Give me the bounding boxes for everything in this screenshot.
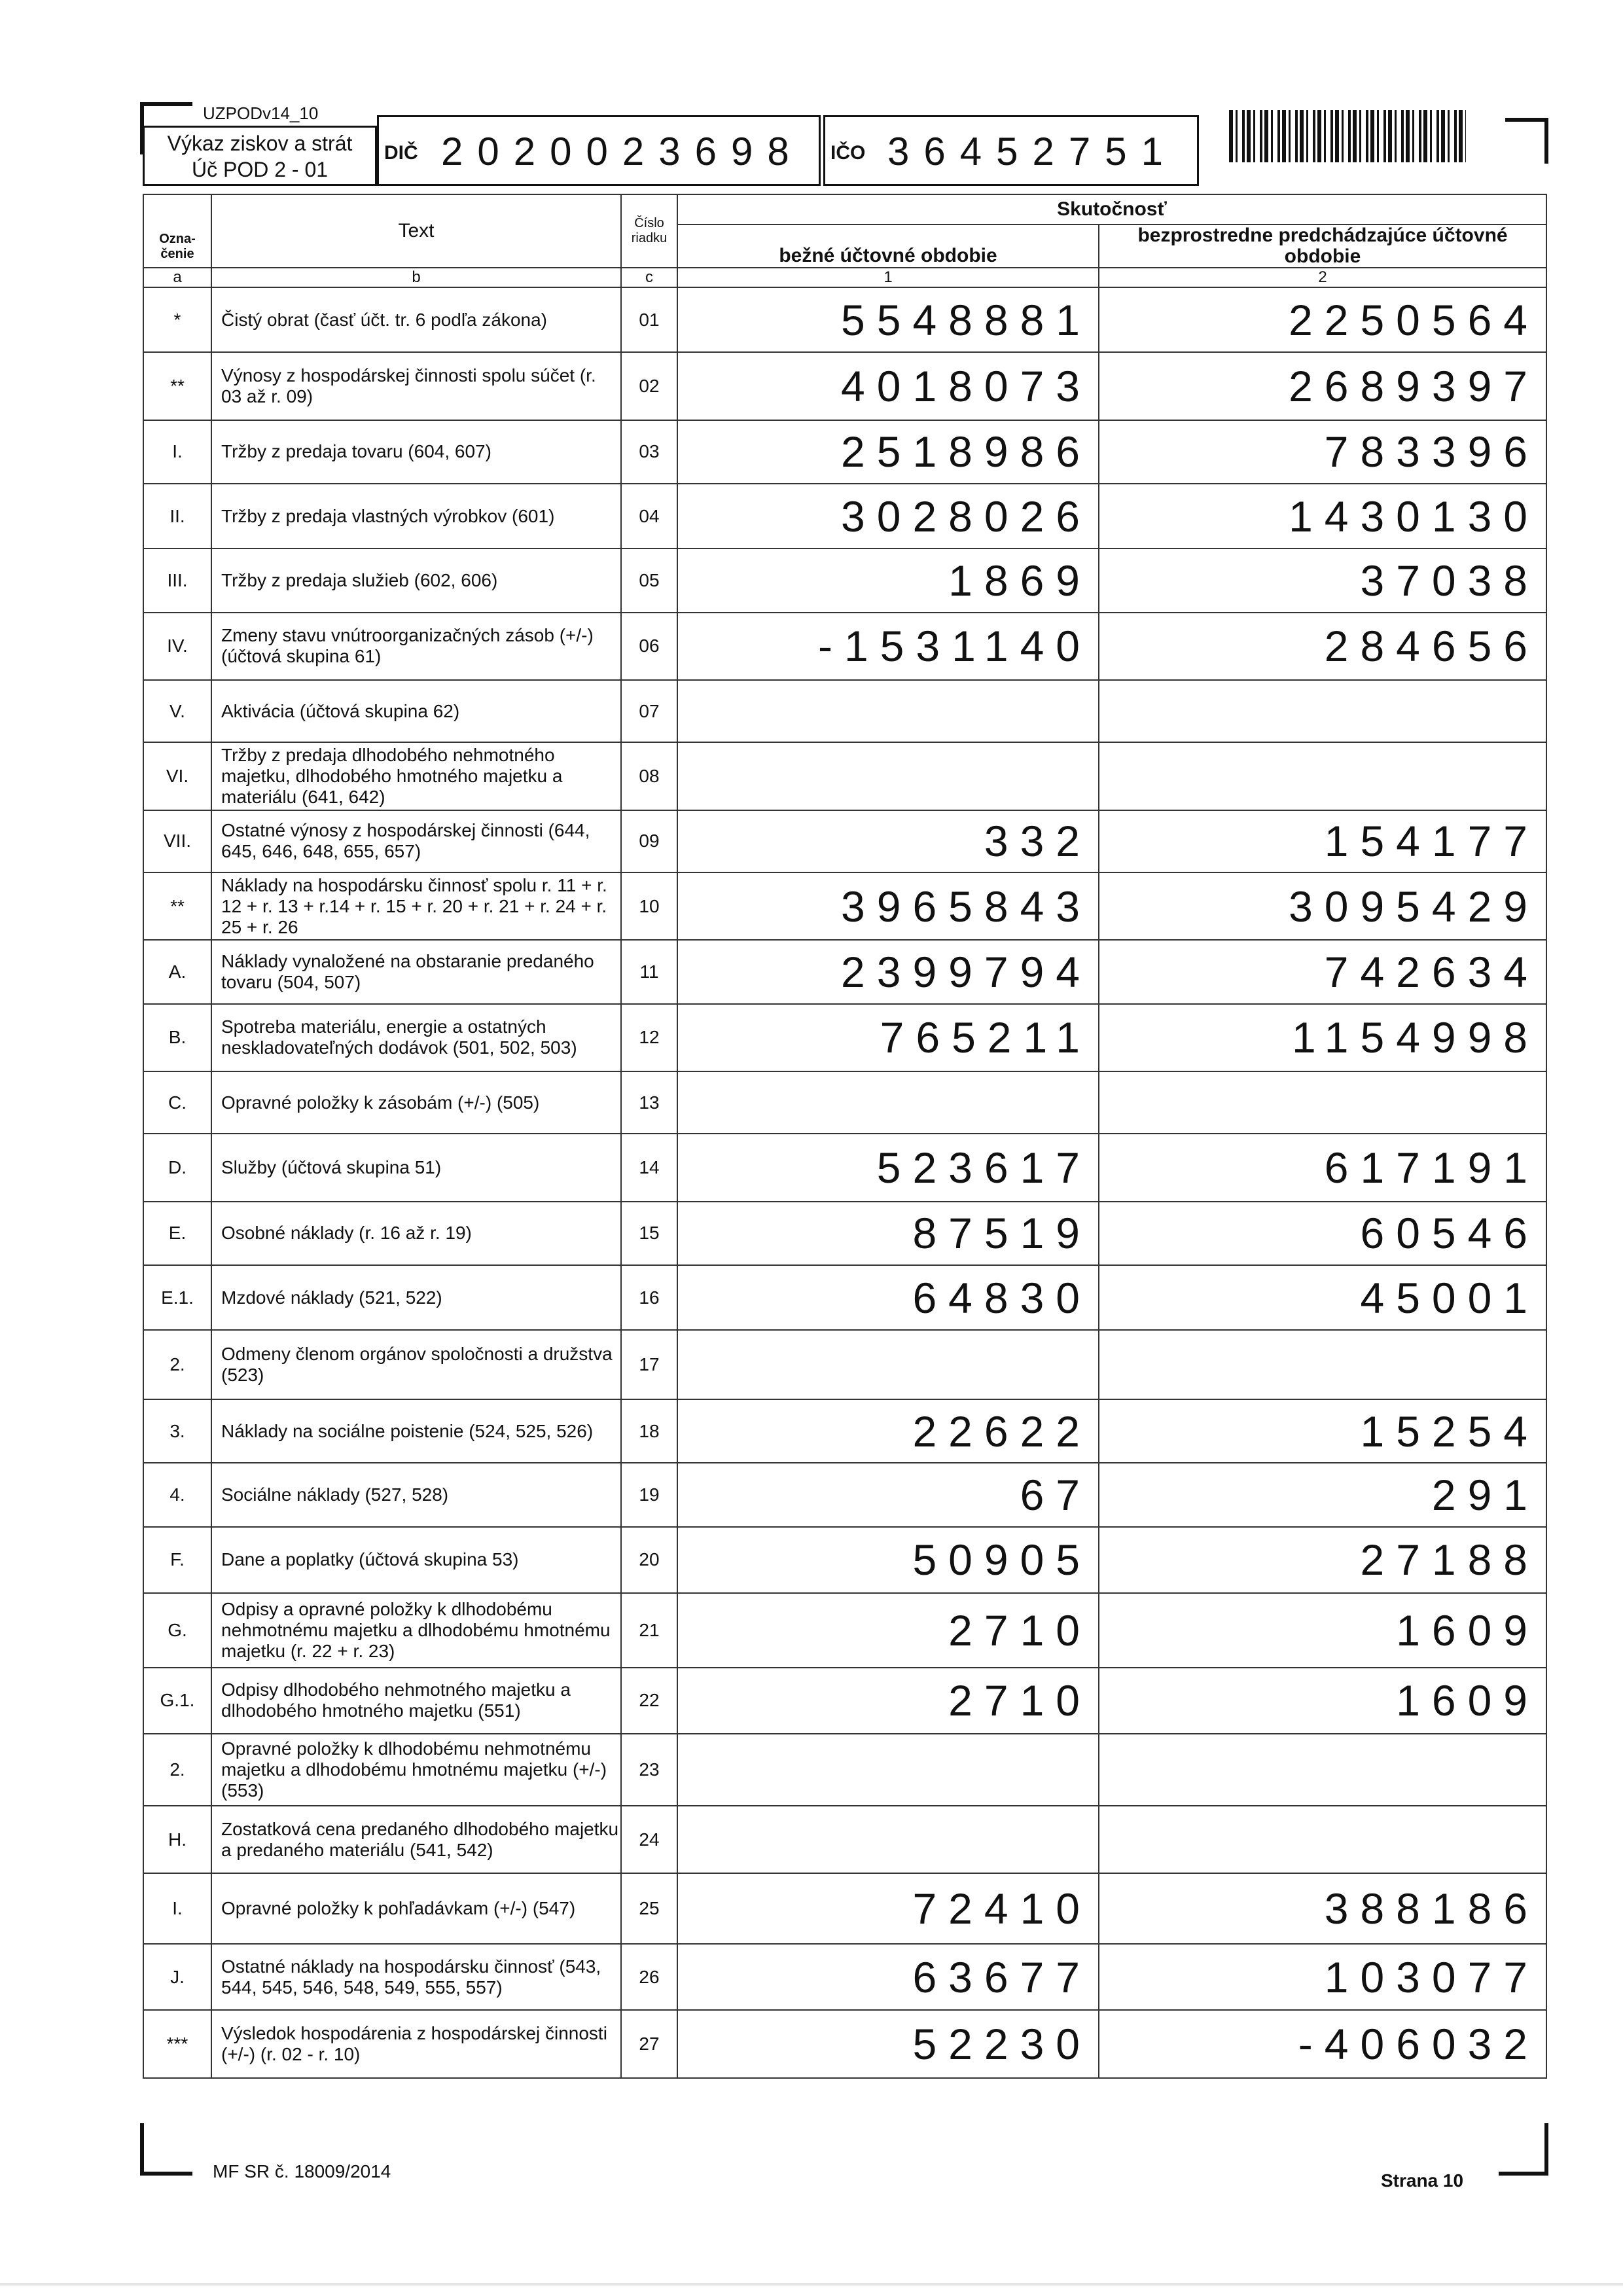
row-previous-value: 783396 xyxy=(1099,420,1546,484)
row-current-value: 523617 xyxy=(677,1134,1099,1201)
table-row xyxy=(143,484,1546,548)
row-previous-value xyxy=(1099,1734,1546,1806)
row-text: Dane a poplatky (účtová skupina 53) xyxy=(211,1527,621,1593)
row-previous-value: 742634 xyxy=(1099,940,1546,1003)
row-line-number: 16 xyxy=(621,1265,677,1330)
row-current-value: 64830 xyxy=(677,1265,1099,1330)
row-line-number: 07 xyxy=(621,680,677,742)
row-line-number: 13 xyxy=(621,1071,677,1134)
row-current-value: 332 xyxy=(677,810,1099,872)
ico-value: 36452751 xyxy=(887,130,1177,173)
row-previous-value: 617191 xyxy=(1099,1134,1546,1201)
row-text: Tržby z predaja dlhodobého nehmotného majetku, dlhodobého hmotného majetku a materiálu (641, 642) xyxy=(211,742,621,810)
row-previous-value: 15254 xyxy=(1099,1399,1546,1463)
row-mark: D. xyxy=(143,1134,211,1201)
row-line-number: 25 xyxy=(621,1873,677,1944)
row-previous-value: 388186 xyxy=(1099,1873,1546,1944)
table-row xyxy=(143,1593,1546,1668)
corner-mark-bl-h xyxy=(140,2172,192,2176)
scan-edge-line xyxy=(0,2283,1623,2286)
row-previous-value: -406032 xyxy=(1099,2010,1546,2078)
barcode xyxy=(1229,110,1466,162)
row-current-value: 2710 xyxy=(677,1593,1099,1668)
row-line-number: 11 xyxy=(621,940,677,1003)
table-row xyxy=(143,1527,1546,1593)
row-text: Zostatková cena predaného dlhodobého majetku a predaného materiálu (541, 542) xyxy=(211,1806,621,1873)
row-mark: ** xyxy=(143,352,211,420)
row-previous-value: 1430130 xyxy=(1099,484,1546,548)
table-row xyxy=(143,1330,1546,1399)
row-text: Tržby z predaja tovaru (604, 607) xyxy=(211,420,621,484)
table-row xyxy=(143,940,1546,1003)
row-text: Ostatné výnosy z hospodárskej činnosti (644, 645, 646, 648, 655, 657) xyxy=(211,810,621,872)
row-current-value xyxy=(677,1071,1099,1134)
row-previous-value: 2250564 xyxy=(1099,287,1546,352)
row-text: Náklady na sociálne poistenie (524, 525, 526) xyxy=(211,1399,621,1463)
table-row xyxy=(143,1202,1546,1265)
row-mark: I. xyxy=(143,1873,211,1944)
row-current-value: 72410 xyxy=(677,1873,1099,1944)
row-current-value: 50905 xyxy=(677,1527,1099,1593)
row-line-number: 02 xyxy=(621,352,677,420)
row-text: Ostatné náklady na hospodársku činnosť (543, 544, 545, 546, 548, 549, 555, 557) xyxy=(211,1944,621,2010)
table-row xyxy=(143,872,1546,940)
profit-loss-table xyxy=(143,194,1547,2079)
dic-box xyxy=(377,115,821,186)
table-row xyxy=(143,742,1546,810)
table-row xyxy=(143,1873,1546,1944)
row-text: Náklady na hospodársku činnosť spolu r. 11 + r. 12 + r. 13 + r.14 + r. 15 + r. 20 + r. 21 + r. 24 + r. 25 + r. 26 xyxy=(211,872,621,940)
row-current-value xyxy=(677,1734,1099,1806)
row-line-number: 14 xyxy=(621,1134,677,1201)
row-mark: G. xyxy=(143,1593,211,1668)
report-title-line2: Úč POD 2 - 01 xyxy=(191,158,329,181)
row-text: Opravné položky k pohľadávkam (+/-) (547) xyxy=(211,1873,621,1944)
row-current-value: 2399794 xyxy=(677,940,1099,1003)
row-previous-value: 2689397 xyxy=(1099,352,1546,420)
row-mark: J. xyxy=(143,1944,211,2010)
table-row xyxy=(143,420,1546,484)
corner-mark-br-h xyxy=(1499,2172,1548,2176)
table-row xyxy=(143,1463,1546,1526)
row-mark: *** xyxy=(143,2010,211,2078)
row-previous-value: 154177 xyxy=(1099,810,1546,872)
header-a: a xyxy=(143,268,211,287)
row-mark: G.1. xyxy=(143,1668,211,1734)
row-current-value: 22622 xyxy=(677,1399,1099,1463)
row-previous-value: 45001 xyxy=(1099,1265,1546,1330)
dic-value: 2020023698 xyxy=(441,130,804,173)
table-row xyxy=(143,352,1546,420)
row-current-value: 3965843 xyxy=(677,872,1099,940)
row-text: Výnosy z hospodárskej činnosti spolu súčet (r. 03 až r. 09) xyxy=(211,352,621,420)
header-c: c xyxy=(621,268,677,287)
row-mark: A. xyxy=(143,940,211,1003)
table-row xyxy=(143,1734,1546,1806)
row-line-number: 04 xyxy=(621,484,677,548)
row-mark: B. xyxy=(143,1004,211,1071)
row-previous-value: 60546 xyxy=(1099,1202,1546,1265)
row-line-number: 21 xyxy=(621,1593,677,1668)
row-previous-value: 1609 xyxy=(1099,1668,1546,1734)
row-line-number: 06 xyxy=(621,613,677,680)
row-text: Opravné položky k dlhodobému nehmotnému majetku a dlhodobému hmotnému majetku (+/-) (553) xyxy=(211,1734,621,1806)
form-code: UZPODv14_10 xyxy=(203,103,319,123)
row-line-number: 19 xyxy=(621,1463,677,1526)
table-row xyxy=(143,287,1546,352)
row-line-number: 09 xyxy=(621,810,677,872)
table-row xyxy=(143,680,1546,742)
row-mark: 2. xyxy=(143,1734,211,1806)
row-text: Tržby z predaja služieb (602, 606) xyxy=(211,548,621,612)
corner-mark-tr-v xyxy=(1544,118,1548,164)
corner-mark-tr-h xyxy=(1505,118,1548,122)
row-mark: H. xyxy=(143,1806,211,1873)
row-line-number: 05 xyxy=(621,548,677,612)
table-row xyxy=(143,1806,1546,1873)
row-text: Odpisy dlhodobého nehmotného majetku a dlhodobého hmotného majetku (551) xyxy=(211,1668,621,1734)
row-line-number: 01 xyxy=(621,287,677,352)
row-line-number: 03 xyxy=(621,420,677,484)
row-mark: III. xyxy=(143,548,211,612)
row-line-number: 15 xyxy=(621,1202,677,1265)
header-b: b xyxy=(211,268,621,287)
row-current-value: 63677 xyxy=(677,1944,1099,2010)
row-line-number: 24 xyxy=(621,1806,677,1873)
row-text: Výsledok hospodárenia z hospodárskej činnosti (+/-) (r. 02 - r. 10) xyxy=(211,2010,621,2078)
row-text: Služby (účtová skupina 51) xyxy=(211,1134,621,1201)
corner-mark-tl-h xyxy=(140,102,192,106)
row-current-value: 765211 xyxy=(677,1004,1099,1071)
row-mark: VII. xyxy=(143,810,211,872)
row-text: Sociálne náklady (527, 528) xyxy=(211,1463,621,1526)
row-previous-value: 103077 xyxy=(1099,1944,1546,2010)
header-previous-period: bezprostredne predchádzajúce účtovné obdobie xyxy=(1099,224,1546,268)
row-current-value: 2710 xyxy=(677,1668,1099,1734)
row-previous-value: 284656 xyxy=(1099,613,1546,680)
table-row xyxy=(143,1071,1546,1134)
row-previous-value: 1609 xyxy=(1099,1593,1546,1668)
row-current-value: 2518986 xyxy=(677,420,1099,484)
row-text: Osobné náklady (r. 16 až r. 19) xyxy=(211,1202,621,1265)
row-current-value: -1531140 xyxy=(677,613,1099,680)
table-row xyxy=(143,548,1546,612)
row-line-number: 20 xyxy=(621,1527,677,1593)
row-previous-value xyxy=(1099,680,1546,742)
row-text: Náklady vynaložené na obstaranie predaného tovaru (504, 507) xyxy=(211,940,621,1003)
row-previous-value: 291 xyxy=(1099,1463,1546,1526)
row-current-value xyxy=(677,1806,1099,1873)
row-mark: I. xyxy=(143,420,211,484)
row-mark: E.1. xyxy=(143,1265,211,1330)
corner-mark-bl-v xyxy=(140,2123,144,2176)
row-text: Mzdové náklady (521, 522) xyxy=(211,1265,621,1330)
row-previous-value xyxy=(1099,742,1546,810)
row-mark: 3. xyxy=(143,1399,211,1463)
row-mark: C. xyxy=(143,1071,211,1134)
table-row xyxy=(143,613,1546,680)
row-current-value: 67 xyxy=(677,1463,1099,1526)
row-mark: 4. xyxy=(143,1463,211,1526)
row-previous-value xyxy=(1099,1071,1546,1134)
row-mark: V. xyxy=(143,680,211,742)
row-line-number: 26 xyxy=(621,1944,677,2010)
row-line-number: 08 xyxy=(621,742,677,810)
corner-mark-br-v xyxy=(1544,2123,1548,2176)
table-row xyxy=(143,1668,1546,1734)
row-text: Tržby z predaja vlastných výrobkov (601) xyxy=(211,484,621,548)
header-n1: 1 xyxy=(677,268,1099,287)
header-n2: 2 xyxy=(1099,268,1546,287)
table-row xyxy=(143,1265,1546,1330)
report-title-line1: Výkaz ziskov a strát xyxy=(167,132,353,155)
table-row xyxy=(143,2010,1546,2078)
row-line-number: 17 xyxy=(621,1330,677,1399)
row-current-value: 52230 xyxy=(677,2010,1099,2078)
row-current-value: 4018073 xyxy=(677,352,1099,420)
row-current-value: 5548881 xyxy=(677,287,1099,352)
row-previous-value xyxy=(1099,1330,1546,1399)
row-line-number: 18 xyxy=(621,1399,677,1463)
row-mark: ** xyxy=(143,872,211,940)
row-mark: E. xyxy=(143,1202,211,1265)
row-text: Čistý obrat (časť účt. tr. 6 podľa zákona) xyxy=(211,287,621,352)
row-line-number: 12 xyxy=(621,1004,677,1071)
row-line-number: 27 xyxy=(621,2010,677,2078)
table-row xyxy=(143,1004,1546,1071)
header-current-period: bežné účtovné obdobie xyxy=(677,224,1099,268)
header-col-b: Text xyxy=(211,194,621,268)
dic-label: DIČ xyxy=(384,142,418,164)
row-current-value: 3028026 xyxy=(677,484,1099,548)
table-row xyxy=(143,1399,1546,1463)
row-mark: VI. xyxy=(143,742,211,810)
table-row xyxy=(143,1134,1546,1201)
ico-label: IČO xyxy=(830,142,866,164)
row-current-value xyxy=(677,742,1099,810)
header-actual: Skutočnosť xyxy=(677,194,1546,224)
row-mark: II. xyxy=(143,484,211,548)
row-current-value: 1869 xyxy=(677,548,1099,612)
row-previous-value: 1154998 xyxy=(1099,1004,1546,1071)
row-previous-value xyxy=(1099,1806,1546,1873)
header-col-c: Číslo riadku xyxy=(621,194,677,268)
footer-page: Strana 10 xyxy=(1381,2170,1464,2191)
row-line-number: 22 xyxy=(621,1668,677,1734)
row-line-number: 23 xyxy=(621,1734,677,1806)
row-current-value xyxy=(677,680,1099,742)
row-previous-value: 27188 xyxy=(1099,1527,1546,1593)
row-text: Spotreba materiálu, energie a ostatných neskladovateľných dodávok (501, 502, 503) xyxy=(211,1004,621,1071)
table-row xyxy=(143,810,1546,872)
row-current-value xyxy=(677,1330,1099,1399)
row-current-value: 87519 xyxy=(677,1202,1099,1265)
row-mark: IV. xyxy=(143,613,211,680)
row-line-number: 10 xyxy=(621,872,677,940)
row-text: Zmeny stavu vnútroorganizačných zásob (+/-) (účtová skupina 61) xyxy=(211,613,621,680)
row-previous-value: 37038 xyxy=(1099,548,1546,612)
ico-box xyxy=(823,115,1199,186)
row-text: Odmeny členom orgánov spoločnosti a družstva (523) xyxy=(211,1330,621,1399)
row-text: Opravné položky k zásobám (+/-) (505) xyxy=(211,1071,621,1134)
row-text: Aktivácia (účtová skupina 62) xyxy=(211,680,621,742)
row-previous-value: 3095429 xyxy=(1099,872,1546,940)
table-row xyxy=(143,1944,1546,2010)
header-col-a: Ozna- čenie xyxy=(143,194,211,268)
report-title xyxy=(143,126,377,186)
row-text: Odpisy a opravné položky k dlhodobému nehmotnému majetku a dlhodobému hmotnému majetku (r. 22 + r. 23) xyxy=(211,1593,621,1668)
footer-form-ref: MF SR č. 18009/2014 xyxy=(213,2161,391,2181)
row-mark: 2. xyxy=(143,1330,211,1399)
row-mark: F. xyxy=(143,1527,211,1593)
row-mark: * xyxy=(143,287,211,352)
